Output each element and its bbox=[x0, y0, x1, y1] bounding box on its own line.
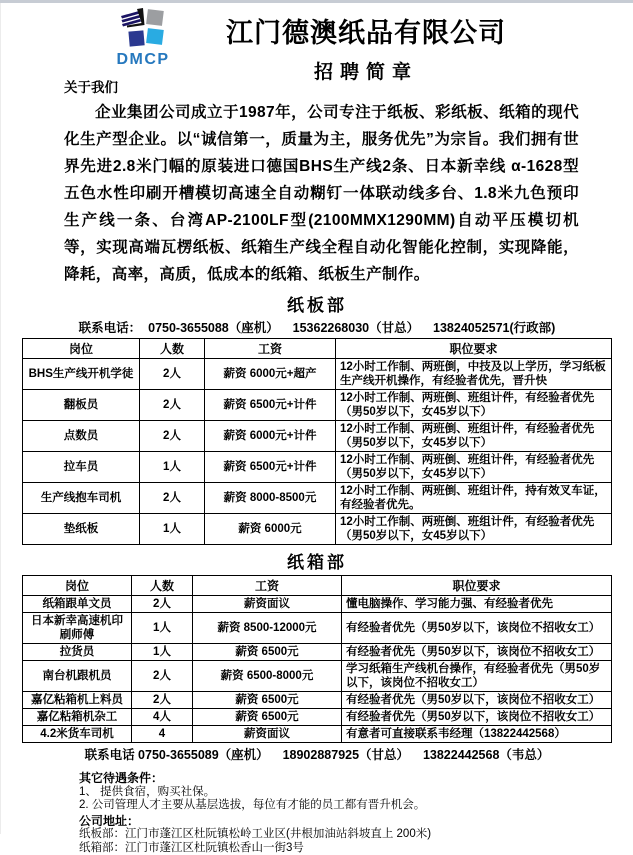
benefit-item: 1、 提供食宿，购买社保。 bbox=[79, 786, 613, 800]
headcount-cell: 2人 bbox=[140, 421, 205, 452]
position-cell: 翻板员 bbox=[23, 390, 140, 421]
address-item: 纸箱部：江门市蓬江区杜阮镇松香山一街3号 bbox=[79, 842, 613, 855]
address-item: 纸板部：江门市蓬江区杜阮镇松岭工业区(井根加油站斜坡直上 200米) bbox=[79, 828, 613, 842]
requirements-cell: 有经验者优先（男50岁以下，该岗位不招收女工） bbox=[342, 644, 612, 661]
position-cell: 点数员 bbox=[23, 421, 140, 452]
salary-cell: 薪资面议 bbox=[193, 596, 342, 613]
headcount-cell: 4 bbox=[132, 726, 193, 743]
job-row bbox=[23, 421, 612, 452]
about-section bbox=[1, 76, 633, 288]
board-dept-title: 纸板部 bbox=[1, 291, 633, 316]
column-header: 职位要求 bbox=[336, 339, 612, 359]
position-cell: 拉车员 bbox=[23, 452, 140, 483]
carton-dept-section bbox=[1, 548, 633, 763]
header-row bbox=[23, 339, 612, 359]
board-dept-table bbox=[22, 338, 612, 545]
salary-cell: 薪资面议 bbox=[193, 726, 342, 743]
headcount-cell: 2人 bbox=[140, 359, 205, 390]
requirements-cell: 懂电脑操作、学习能力强、有经验者优先 bbox=[342, 596, 612, 613]
document-header bbox=[1, 3, 633, 84]
requirements-cell: 有经验者优先（男50岁以下，该岗位不招收女工） bbox=[342, 692, 612, 709]
headcount-cell: 1人 bbox=[132, 613, 193, 644]
salary-cell: 薪资 6000元 bbox=[205, 514, 336, 545]
carton-dept-contact: 联系电话 0750-3655089（座机） 18902887925（甘总） 13822442568（韦总） bbox=[1, 745, 633, 763]
requirements-cell: 有意者可直接联系韦经理（13822442568） bbox=[342, 726, 612, 743]
job-row bbox=[23, 726, 612, 743]
navy-square-shape bbox=[128, 30, 144, 46]
position-cell: 生产线抱车司机 bbox=[23, 483, 140, 514]
column-header: 岗位 bbox=[23, 339, 140, 359]
position-cell: BHS生产线开机学徒 bbox=[23, 359, 140, 390]
requirements-cell: 12小时工作制、两班倒、班组计件，有经验者优先（男50岁以下，女45岁以下） bbox=[336, 452, 612, 483]
column-header: 人数 bbox=[132, 576, 193, 596]
carton-dept-title: 纸箱部 bbox=[1, 548, 633, 573]
job-row bbox=[23, 596, 612, 613]
header-row bbox=[23, 576, 612, 596]
position-cell: 嘉亿粘箱机上料员 bbox=[23, 692, 132, 709]
headcount-cell: 2人 bbox=[140, 483, 205, 514]
salary-cell: 薪资 6500元 bbox=[193, 692, 342, 709]
document-page bbox=[0, 3, 633, 834]
logo-mark-icon bbox=[117, 8, 169, 50]
header-titles bbox=[199, 8, 603, 84]
salary-cell: 薪资 6000元+超产 bbox=[205, 359, 336, 390]
requirements-cell: 12小时工作制、两班倒，中技及以上学历，学习纸板生产线开机操作，有经验者优先，晋升快 bbox=[336, 359, 612, 390]
column-header: 人数 bbox=[140, 339, 205, 359]
gray-square-shape bbox=[146, 9, 164, 26]
job-row bbox=[23, 661, 612, 692]
salary-cell: 薪资 6500元+计件 bbox=[205, 452, 336, 483]
headcount-cell: 2人 bbox=[132, 692, 193, 709]
column-header: 岗位 bbox=[23, 576, 132, 596]
headcount-cell: 1人 bbox=[132, 644, 193, 661]
salary-cell: 薪资 8000-8500元 bbox=[205, 483, 336, 514]
about-heading: 关于我们 bbox=[64, 76, 579, 96]
position-cell: 拉货员 bbox=[23, 644, 132, 661]
board-dept-section bbox=[1, 291, 633, 545]
job-row bbox=[23, 644, 612, 661]
job-row bbox=[23, 390, 612, 421]
salary-cell: 薪资 6500元 bbox=[193, 709, 342, 726]
board-dept-contact: 联系电话： 0750-3655088（座机） 15362268030（甘总） 13824052571(行政部) bbox=[1, 318, 633, 336]
benefits-heading: 其它待遇条件： bbox=[79, 772, 613, 786]
column-header: 工资 bbox=[205, 339, 336, 359]
company-name: 江门德澳纸品有限公司 bbox=[199, 11, 533, 50]
job-row bbox=[23, 359, 612, 390]
job-row bbox=[23, 709, 612, 726]
requirements-cell: 学习纸箱生产线机台操作，有经验者优先（男50岁以下，该岗位不招收女工） bbox=[342, 661, 612, 692]
requirements-cell: 12小时工作制、两班倒、班组计件，有经验者优先（男50岁以下，女45岁以下） bbox=[336, 390, 612, 421]
company-logo bbox=[87, 8, 199, 69]
headcount-cell: 2人 bbox=[140, 390, 205, 421]
cyan-square-shape bbox=[146, 28, 164, 45]
headcount-cell: 2人 bbox=[132, 596, 193, 613]
about-paragraph: 企业集团公司成立于1987年，公司专注于纸板、彩纸板、纸箱的现代化生产型企业。以“诚信第一，质量为主，服务优先”为宗旨。我们拥有世界先进2.8米门幅的原装进口德国BHS生产线2条、日本新幸线 α-1628型五色水性印刷开槽模切高速全自动糊钉一体联动线多台、1.8米九色预印生产线一条、台湾AP-2100LF型(2100MMX1290MM)自动平压模切机等，实现高端瓦楞纸板、纸箱生产线全程自动化智能化控制，实现降能，降耗，高率，高质，低成本的纸箱、纸板生产制作。 bbox=[64, 99, 579, 288]
job-row bbox=[23, 613, 612, 644]
position-cell: 日本新幸高速机印刷师傅 bbox=[23, 613, 132, 644]
job-row bbox=[23, 452, 612, 483]
job-row bbox=[23, 483, 612, 514]
requirements-cell: 有经验者优先（男50岁以下，该岗位不招收女工） bbox=[342, 709, 612, 726]
job-row bbox=[23, 514, 612, 545]
benefits-list bbox=[79, 786, 613, 813]
position-cell: 嘉亿粘箱机杂工 bbox=[23, 709, 132, 726]
column-header: 工资 bbox=[193, 576, 342, 596]
position-cell: 纸箱跟单文员 bbox=[23, 596, 132, 613]
page-title: 招聘简章 bbox=[199, 57, 533, 84]
column-header: 职位要求 bbox=[342, 576, 612, 596]
requirements-cell: 12小时工作制、两班倒、班组计件，持有效叉车证，有经验者优先。 bbox=[336, 483, 612, 514]
position-cell: 垫纸板 bbox=[23, 514, 140, 545]
salary-cell: 薪资 6500元+计件 bbox=[205, 390, 336, 421]
headcount-cell: 2人 bbox=[132, 661, 193, 692]
headcount-cell: 1人 bbox=[140, 514, 205, 545]
document-footer bbox=[1, 765, 633, 855]
salary-cell: 薪资 8500-12000元 bbox=[193, 613, 342, 644]
salary-cell: 薪资 6500-8000元 bbox=[193, 661, 342, 692]
address-heading: 公司地址： bbox=[79, 815, 613, 829]
headcount-cell: 4人 bbox=[132, 709, 193, 726]
carton-dept-table bbox=[22, 575, 612, 743]
benefit-item: 2. 公司管理人才主要从基层选拔，每位有才能的员工都有晋升机会。 bbox=[79, 799, 613, 813]
position-cell: 南台机跟机员 bbox=[23, 661, 132, 692]
position-cell: 4.2米货车司机 bbox=[23, 726, 132, 743]
salary-cell: 薪资 6000元+计件 bbox=[205, 421, 336, 452]
logo-text: DMCP bbox=[87, 51, 199, 69]
job-row bbox=[23, 692, 612, 709]
requirements-cell: 有经验者优先（男50岁以下，该岗位不招收女工） bbox=[342, 613, 612, 644]
paper-stack-shape bbox=[121, 8, 145, 28]
requirements-cell: 12小时工作制、两班倒、班组计件，有经验者优先（男50岁以下，女45岁以下） bbox=[336, 421, 612, 452]
salary-cell: 薪资 6500元 bbox=[193, 644, 342, 661]
address-list bbox=[79, 828, 613, 855]
headcount-cell: 1人 bbox=[140, 452, 205, 483]
requirements-cell: 12小时工作制、两班倒、班组计件，有经验者优先（男50岁以下，女45岁以下） bbox=[336, 514, 612, 545]
